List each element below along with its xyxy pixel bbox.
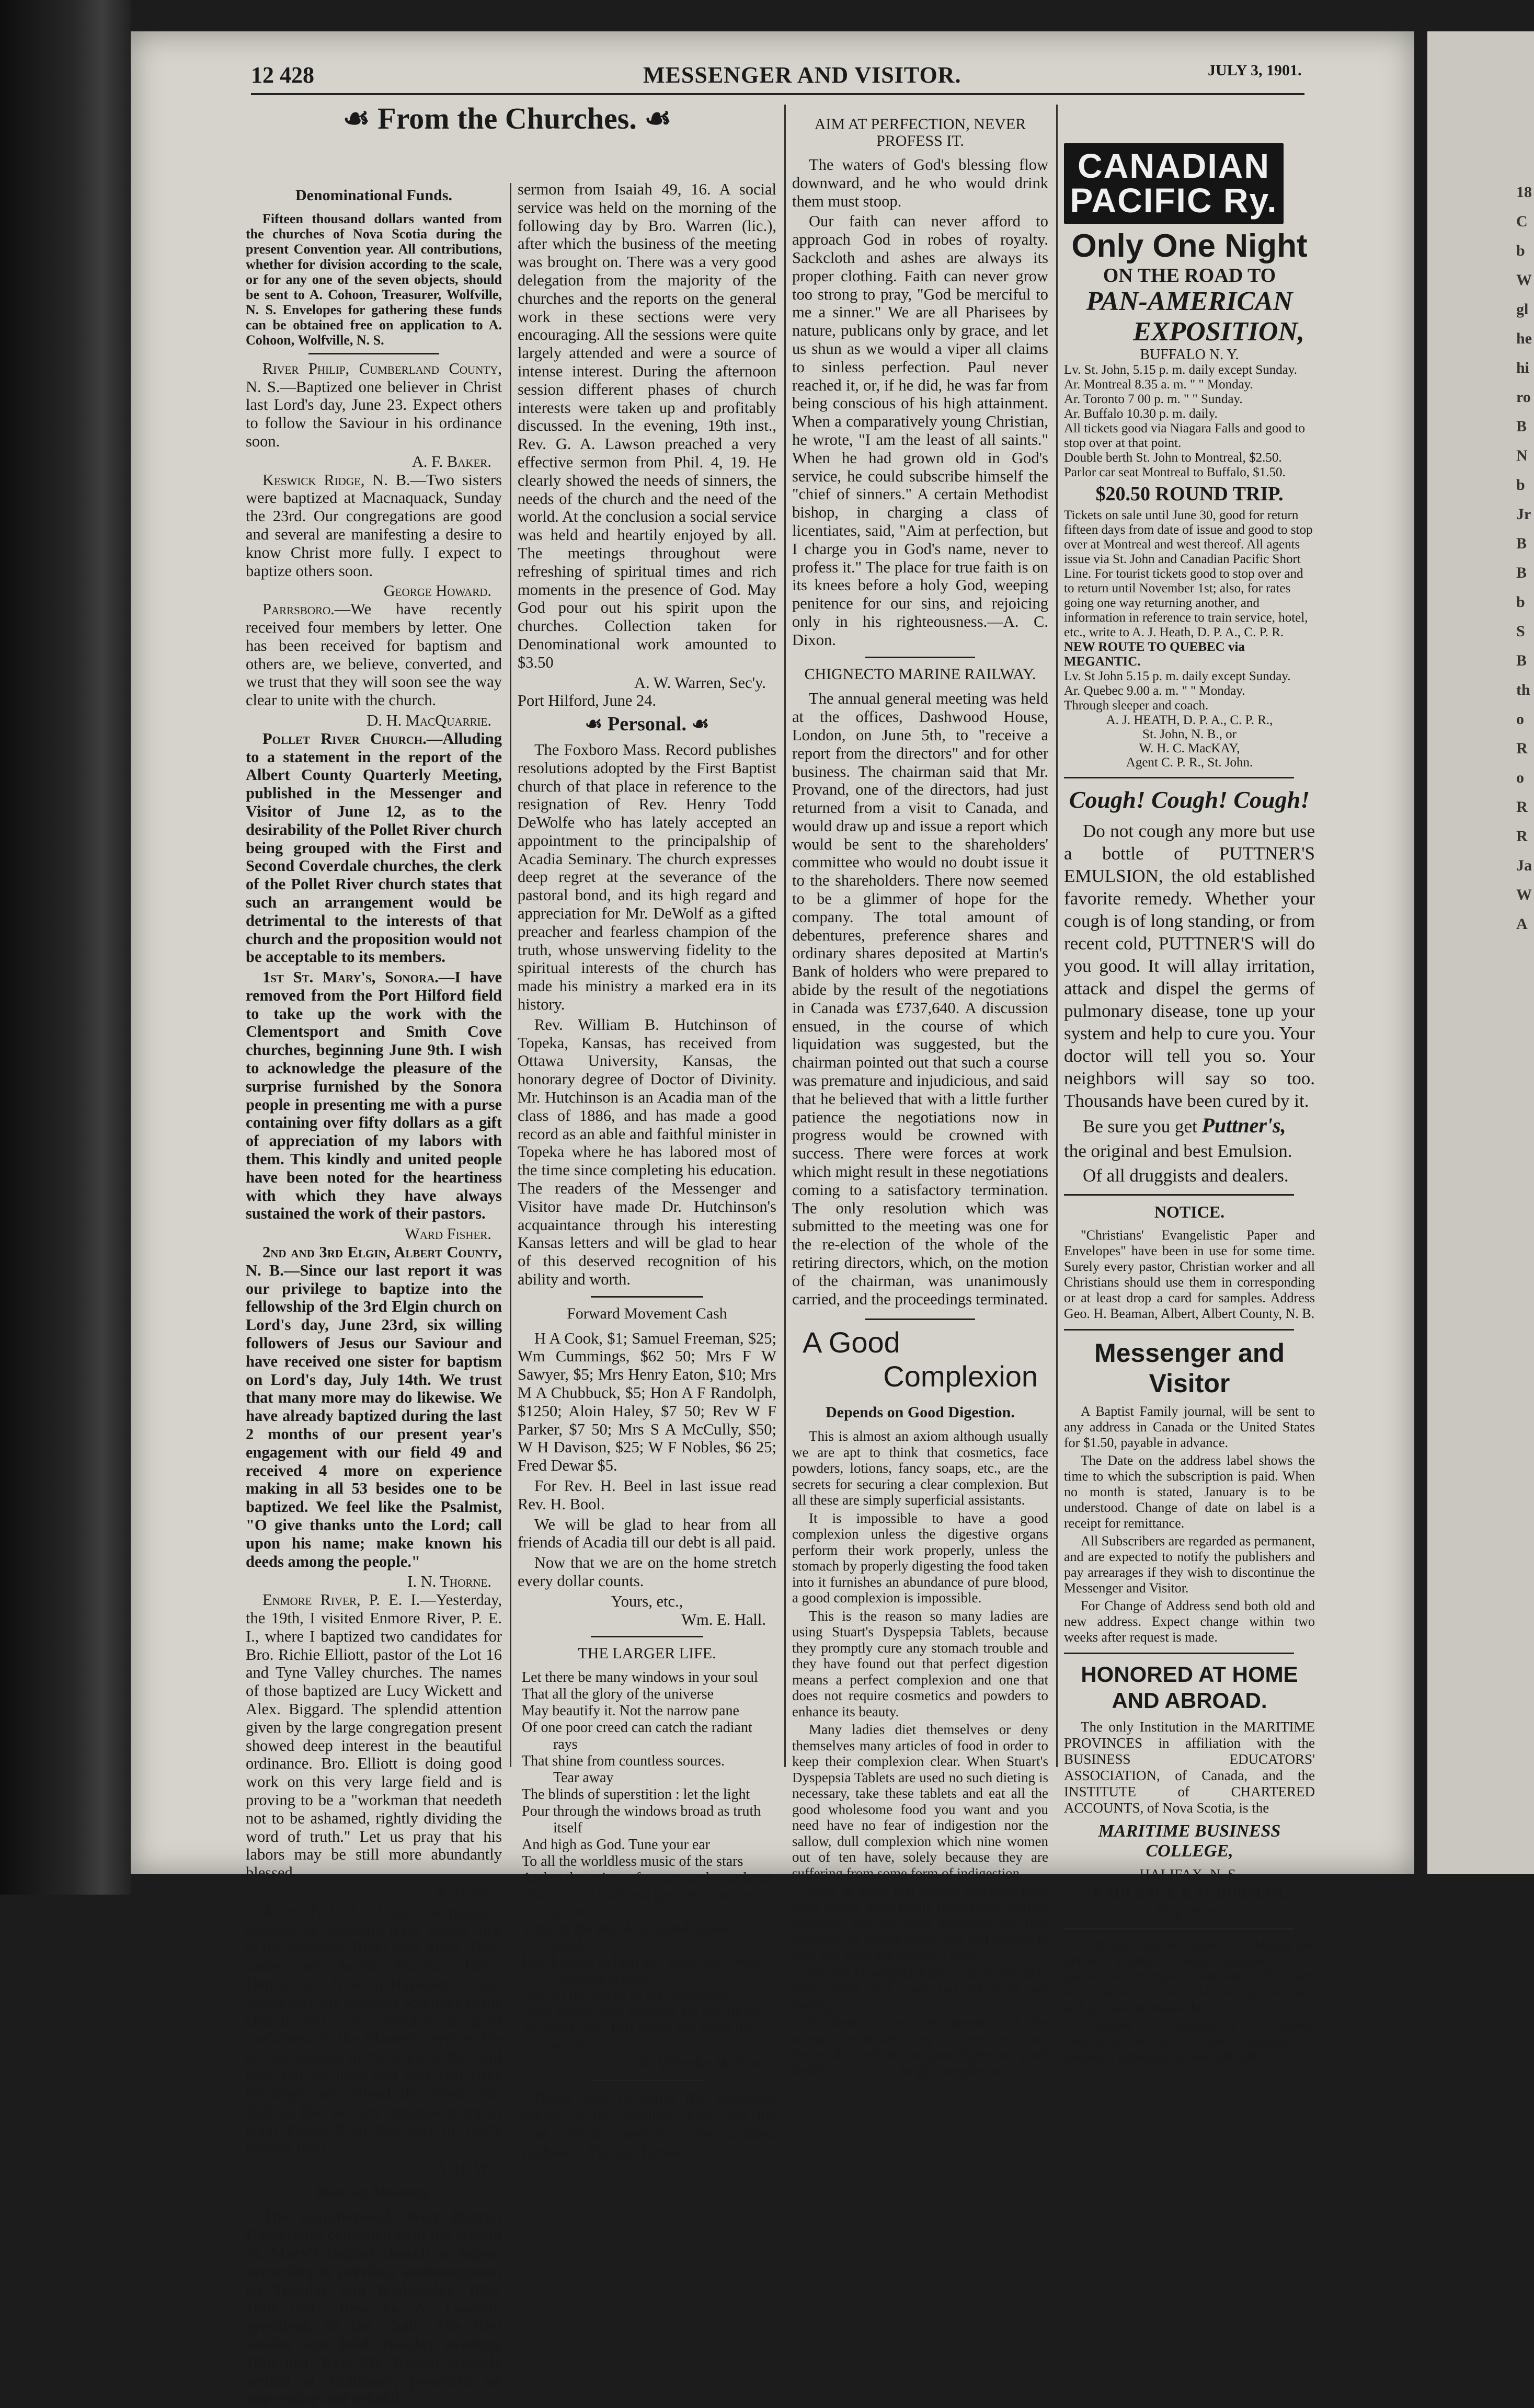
- edge-fragment: hi: [1516, 359, 1530, 376]
- edge-fragment: S: [1516, 623, 1525, 640]
- church-report: [246, 968, 502, 1223]
- church-report: [246, 360, 502, 451]
- complexion-paragraph: If there is any derangement of the stomach or bowels they will remove it and the resultant effects are good digestion, good health, and a clear, bright complexion.: [792, 2015, 1048, 2079]
- notice-title: NOTICE.: [1154, 1202, 1225, 1221]
- edge-fragment: B: [1516, 535, 1527, 552]
- complexion-paragraph: This is the reason so many ladies are using Stuart's Dyspepsia Tablets, because they promptly cure any stomach trouble and they have found out that perfect digestion means a perfect complexion and one that does not require cosmetics and powders to enhance its beauty.: [792, 1608, 1048, 1719]
- cpr-expo-2: EXPOSITION,: [1133, 317, 1304, 347]
- poem-line: crowned heights,: [553, 1970, 654, 1987]
- funds-heading: Denominational Funds.: [295, 187, 453, 204]
- cpr-expo-1: PAN-AMERICAN: [1086, 286, 1293, 316]
- rule: [1064, 1653, 1294, 1654]
- complexion-paragraph: Bear in mind that beauty proceeds from good health, good health results from perfect digestion and we have advanced the best argument to induce every man and woman to give this splendid remedy a trial.: [792, 1883, 1048, 1963]
- short-rule: [308, 353, 439, 354]
- church-report-signature: Ward Fisher.: [404, 1225, 491, 1243]
- cough-ad-sure: Be sure you get Puttner's,: [1083, 1114, 1286, 1137]
- column-4: [1064, 141, 1315, 2065]
- poem-line: Let there be many windows in your soul: [522, 1669, 758, 1686]
- complexion-ad-body: [792, 1428, 1048, 2079]
- ad-line: Double berth St. John to Montreal, $2.50. Parlor car seat Montreal to Buffalo, $1.50.: [1064, 451, 1286, 479]
- poem-title: THE LARGER LIFE.: [578, 1645, 716, 1662]
- mv-paragraph: A Baptist Family journal, will be sent to any address in Canada or the United States for $1.50, payable in advance.: [1064, 1403, 1315, 1450]
- forward-correction: For Rev. H. Beel in last issue read Rev. H. Bool.: [518, 1476, 776, 1513]
- forward-closing: Yours, etc.,: [611, 1592, 683, 1610]
- fleuron-icon: ☙: [342, 101, 370, 135]
- column-2: [518, 180, 776, 2161]
- news-boers: A British column under Col. Munro has defeated a force of Boers, supposed to be a portion of Kritzinger's commando. The Boers were routed from the field, leaving their carts and provisions behind them.: [1064, 1937, 1315, 2015]
- college-name: MARITIME BUSINESS COLLEGE,: [1098, 1821, 1281, 1861]
- short-rule: [865, 1318, 975, 1320]
- poem-line: To all the worldless music of the stars: [522, 1853, 743, 1870]
- edge-fragment: Jr: [1516, 506, 1531, 523]
- poem-line: Of one poor creed can catch the radiant: [522, 1719, 752, 1736]
- mv-paragraph: The Date on the address label shows the time to which the subscription is paid. When no month is stated, January is to be understood. Change of date on label is a receipt for remittance.: [1064, 1452, 1315, 1531]
- poem-line: To thrust aside half truths and grasp the: [522, 2021, 753, 2037]
- edge-fragment: B: [1516, 564, 1527, 581]
- church-place: 2nd and 3rd Elgin, Albert County, N. B.: [246, 1243, 502, 1279]
- fleuron-icon: ☙: [644, 101, 672, 135]
- masthead: MESSENGER AND VISITOR.: [643, 62, 961, 88]
- ad-title-complexion: Complexion: [883, 1360, 1038, 1393]
- poem-line: Shall fortify your strength. Be not afraid: [522, 2004, 758, 2021]
- complexion-paragraph: Stuart's Dyspepsia Tablets can be found in drug stores and costs but 50 cents per package.: [792, 1965, 1048, 2013]
- church-report-signature: A. H. W.: [435, 1884, 491, 1902]
- edge-fragment: o: [1516, 710, 1524, 728]
- church-report-text: —I have removed from the Port Hilford field to take up the work with the Clementsport and Smith Cove churches, beginning June 9th. I wish to acknowledge the pleasure of the surprise furnished by the Sonora people in presenting me with a purse containing over fifty dollars as a gift of appreciation of my labors with them. This kindly and united people have been noted for the heartiness with which they have always sustained the work of their pastors.: [246, 968, 502, 1223]
- edge-fragment: R: [1516, 798, 1528, 816]
- aim-paragraph-2: Our faith can never afford to approach God in robes of royalty. Sackcloth and ashes are always its proper clothing. Faith can never grow too strong to pray, "God be merciful to me a sinner." We are all Pharisees by nature, publicans only by grace, and let us shun as we would a viper all claims to sinless perfection. Paul never reached it, or, if he did, he was far from being conscious of his high attainment. When a comparatively young Christian, he wrote, "I am the least of all saints." When he had grown old in God's service, he could subscribe himself the "chief of sinners." A certain Methodist bishop, in charging a class of licentiates, said, "Aim at perfection, but I charge you in God's name, never to profess it." The place for true faith is on its knees before a holy God, weeping penitence for our sins, and rejoicing only in his righteousness.—A. C. Dixon.: [792, 212, 1048, 649]
- aim-title: AIM AT PERFECTION, NEVER PROFESS IT.: [814, 116, 1026, 150]
- forward-signature: Wm. E. Hall.: [681, 1610, 766, 1629]
- church-report: [246, 1243, 502, 1570]
- church-report-text: —Alluding to a statement in the report of the Albert County Quarterly Meeting, published in the Messenger and Visitor of June 12, as to the desirability of the Pollet River church being grouped with the First and Second Coverdale churches, the clerk of the Pollet River church states that such an arrangement would be detrimental to the interests of that church and the proposition would not be acceptable to its members.: [246, 729, 502, 966]
- edge-fragment: th: [1516, 681, 1530, 698]
- ad-line: St. John, N. B., or: [1142, 727, 1237, 741]
- edge-fragment: b: [1516, 476, 1525, 494]
- complexion-paragraph: This is almost an axiom although usually we are apt to think that cosmetics, face powders, lotions, fancy soaps, etc., are the secrets for securing a clear complexion. But all these are simply superficial assistants.: [792, 1428, 1048, 1508]
- funds-notice: Fifteen thousand dollars wanted from the churches of Nova Scotia during the present Convention year. All contributions, whether for division according to the scale, or for any one of the seven objects, should be sent to A. Cohoon, Treasurer, Wolfville, N. S. Envelopes for gathering these funds can be obtained free on application to A. Cohoon, Wolfville, N. S.: [246, 211, 502, 348]
- short-rule: [591, 1296, 703, 1298]
- aim-paragraph-1: The waters of God's blessing flow downward, and he who would drink them must stoop.: [792, 156, 1048, 210]
- book-binding: [0, 0, 131, 1895]
- rule: [1064, 777, 1294, 778]
- cpr-ad: [1064, 143, 1315, 770]
- poem-line: The blinds of superstition : let the light: [522, 1786, 750, 1803]
- edge-fragment: B: [1516, 652, 1527, 669]
- poem-line: And high as God. Tune your ear: [522, 1837, 711, 1853]
- church-report-signature: I. N. Thorne.: [407, 1573, 491, 1591]
- cpr-quebec-timetable: [1064, 669, 1315, 713]
- complexion-paragraph: Many ladies diet themselves or deny themselves many articles of food in order to keep their complexion clear. When Stuart's Dyspepsia Tablets are used no such dieting is necessary, take these tablets and eat all the good wholesome food you want and you need have no fear of indigestion nor the sallow, dull complexion which nine women out of ten have, solely because they are suffering from some form of indigestion.: [792, 1722, 1048, 1881]
- mv-paragraph: All Subscribers are regarded as permanent, and are expected to notify the publishers and pay arrearages if they wish to discontinue the Messenger and Visitor.: [1064, 1533, 1315, 1596]
- cpr-road: ON THE ROAD TO: [1103, 265, 1276, 286]
- edge-fragment: N: [1516, 447, 1528, 464]
- church-items: [246, 360, 502, 2177]
- ad-line: Ar. Quebec 9.00 a. m. " " Monday.: [1064, 684, 1245, 698]
- church-report-signature: A. H. W.: [435, 2159, 491, 2177]
- rule: [1064, 1329, 1294, 1331]
- forward-movement-heading: Forward Movement Cash: [567, 1304, 727, 1322]
- personal-paragraph-1: The Foxboro Mass. Record publishes resolutions adopted by the First Baptist church of that place in reference to the resignation of Rev. Henry Todd DeWolfe who has lately accepted an appointment to the principalship of Acadia Seminary. The church expresses deep regret at the severance of the pastoral bond, and its high regard and appreciation for Mr. DeWolf as a gifted preacher and fearless champion of the truth, whose unswerving fidelity to the spiritual interests of the church has made his ministry a marked era in its history.: [518, 740, 776, 1014]
- short-rule: [865, 657, 975, 658]
- ad-line: W. H. C. MacKAY,: [1139, 741, 1240, 755]
- cpr-city: BUFFALO N. Y.: [1140, 347, 1239, 363]
- poem-line: Shall turn to truth and goodness, as the: [522, 1887, 750, 1904]
- header-rule: [251, 93, 1304, 95]
- personal-title: ☙ Personal. ☙: [585, 713, 709, 736]
- ad-line: Ar. Buffalo 10.30 p. m. daily.: [1064, 407, 1218, 421]
- church-report: [246, 600, 502, 709]
- college-proprietors: KAULBACK & SCHURMAN,: [1092, 1885, 1287, 1901]
- church-report-text: —Baptized one believer in Christ last Lord's day, June 23. Expect others to follow the Saviour in his ordinance soon.: [246, 377, 502, 450]
- cough-ad: [1064, 820, 1315, 1187]
- district-meeting-text: The Guysborough West District Conference convened with the second St. Mary's Baptist church at Aspen, according to previous announcement on Tuesday and Wednesday, 18th, 19th inst., Rev. G. A. Lawson, president, in the chair. The first session was held Tuesday evening, 18th inst. Rev. Mr. Brown recently settled at Goldboro, preached an impressive and helpful: [246, 2208, 502, 2408]
- cpr-fare: $20.50 ROUND TRIP.: [1095, 483, 1284, 505]
- closing-quote: Never fear to bring the sublimest motive to the smallest duty, and the most infinite comfort to the smallest troubles.—Phillips Brooks.: [518, 2088, 776, 2161]
- poem-line: And to the voices of nature, and your heart: [522, 1870, 773, 1887]
- poem-line: hands: [553, 1937, 588, 1954]
- chignecto-text: The annual general meeting was held at the offices, Dashwood House, London, on June 5th, to "receive a report from the directors" and for other business. The chairman said that Mr. Provand, one of the directors, had just returned from a visit to Canada, and would draw up and issue a report which would be sent to the shareholders' committee who would no doubt issue it to the shareholders. There now seemed to be a glimmer of hope for the company. The total amount of debentures, preference shares and ordinary shares deposited at Martin's Bank of holders who were prepared to abide by the result of the negotiations in Canada was £737,640. A discussion ensued, in the course of which liquidation was suggested, but the chairman pointed out that such a course was premature and injudicious, and said that he believed that with a little further patience the negotiations now in progress would be crowned with success. There were forces at work which might result in these negotiations coming to a satisfactory termination. The only resolution which was submitted to the meeting was one for the re-election of the whole of the retiring directors, which, on the motion of the chairman, was unanimously carried, and the proceedings terminated.: [792, 690, 1048, 1308]
- church-place: 1st St. Mary's, Sonora.: [262, 968, 439, 987]
- honored-title: HONORED AT HOME AND ABROAD.: [1081, 1661, 1298, 1713]
- cpr-timetable: [1064, 363, 1315, 480]
- short-rule: [591, 2080, 703, 2081]
- cpr-agents: [1064, 713, 1315, 770]
- forward-appeal: We will be glad to hear from all friends of Acadia till our debt is all paid.: [518, 1515, 776, 1552]
- poem-line: And all the forces of the firmament: [522, 1987, 728, 2004]
- churches-title-block: [246, 101, 769, 162]
- short-rule: [591, 1636, 703, 1637]
- church-report: [246, 471, 502, 580]
- edge-fragment: W: [1516, 886, 1532, 903]
- messenger-visitor-title: Messenger and Visitor: [1094, 1338, 1285, 1398]
- poem-line: Reach down to help you from their peace-: [522, 1954, 769, 1970]
- ad-line: Lv. St. John, 5.15 p. m. daily except Sunday.: [1064, 363, 1298, 377]
- edge-fragment: R: [1516, 828, 1528, 845]
- ad-line: Lv. St John 5.15 p. m. daily except Sunday.: [1064, 669, 1291, 683]
- poem-line: That all the glory of the universe: [522, 1686, 714, 1703]
- edge-fragment: ro: [1516, 388, 1531, 406]
- church-place: Alma, P. E. I.: [262, 1902, 361, 1920]
- poem-author: —R. Wheeler Wilcox.: [623, 2054, 766, 2072]
- section-title-from-the-churches: ☙ From the Churches. ☙: [342, 101, 672, 135]
- adjacent-page-text: [1516, 178, 1534, 939]
- honored-text: The only Institution in the MARITIME PROVINCES in affiliation with the BUSINESS EDUCATORS' ASSOCIATION, of Canada, and the INSTITUTE of CHARTERED ACCOUNTS, of Nova Scotia, is the: [1064, 1718, 1315, 1816]
- district-meeting-heading: District Meeting.: [317, 2183, 431, 2201]
- poem-line: rays: [553, 1736, 578, 1753]
- edge-fragment: b: [1516, 242, 1525, 259]
- church-report: [246, 730, 502, 966]
- poem-line: Pour through the windows broad as truth: [522, 1803, 761, 1820]
- church-place: Pollet River Church.: [262, 729, 427, 748]
- church-report-text: —Two sisters were baptized at Macnaquack, Sunday the 23rd. Our congregations are good and several are manifesting a desire to know Christ more fully. I expect to baptize others soon.: [246, 471, 502, 580]
- poem-line: plant: [553, 1904, 582, 1920]
- church-report: [246, 1591, 502, 1882]
- cpr-details: Tickets on sale until June 30, good for return fifteen days from date of issue and good to stop over at Montreal and west thereof. All agents issue via St. John and Canadian Pacific Short Line. For tourist tickets good to stop over and to return until November 1st; also, for rates going one way returning another, and information in reference to train service, hotel, etc., write to A. J. Heath, D. P. A., C. P. R.: [1064, 508, 1313, 639]
- column-3: [792, 110, 1048, 2079]
- column-divider-2: [784, 105, 786, 1767]
- cpr-headline: Only One Night: [1071, 228, 1308, 264]
- fleuron-icon: ☙: [691, 713, 709, 736]
- college-city: HALIFAX, N. S.: [1139, 1866, 1240, 1883]
- church-place: Enmore River, P. E. I.: [262, 1591, 420, 1609]
- edge-fragment: A: [1516, 915, 1528, 933]
- ad-line: Ar. Toronto 7 00 p. m. " " Sunday.: [1064, 392, 1243, 406]
- church-place: Keswick Ridge, N. B.: [262, 471, 410, 489]
- chignecto-title: CHIGNECTO MARINE RAILWAY.: [804, 665, 1036, 683]
- church-report-text: —I had the pleasure recently of baptizing three young men in the Montrose River near Alma. Their names are Archie Dunbar, James Dunbar and Newton Haywood. These young men are valuable additions to the church and give promise of great usefulness in the Master's service. We are encouraged in the work of the Lord here and we hope and pray that large blessings may attend the efforts put forth so that we may continue to report good things from this part of God's harvest field.: [246, 1902, 502, 2157]
- poem-line: whole.: [553, 2037, 593, 2054]
- edge-fragment: he: [1516, 330, 1532, 347]
- mv-paragraph: For Change of Address send both old and new address. Expect change within two weeks after request is made.: [1064, 1598, 1315, 1645]
- personal-paragraph-2: Rev. William B. Hutchinson of Topeka, Kansas, has received from Ottawa University, Kansas, the honorary degree of Doctor of Divinity. Mr. Hutchinson is an Acadia man of the class of 1886, and has made a good record as an able and faithful minister in Topeka where he has labored most of the time since completing his education. The readers of the Messenger and Visitor have made Dr. Hutchinson's acquaintance through his interesting Kansas letters and will be glad to hear of this deserved recognition of his ability and worth.: [518, 1015, 776, 1289]
- district-signature: A. W. Warren, Sec'y.: [634, 673, 766, 692]
- column-1: [246, 180, 502, 2408]
- church-report-text: —Yesterday, the 19th, I visited Enmore River, P. E. I., where I baptized two candidates for Bro. Richie Elliott, pastor of the Lot 16 and Tyne Valley churches. The names of those baptized are Lucy Wickett and Alex. Biggard. The splendid attention given by the large congregation present showed deep interest in the beautiful ordinance. Bro. Elliott is doing good work on this very large field and is proving to be a "workman that needeth not to be ashamed, rightly dividing the word of truth." Let us pray that his labors may be still more abundantly blessed.: [246, 1591, 502, 1882]
- ad-line: Ar. Montreal 8.35 a. m. " " Monday.: [1064, 377, 1253, 392]
- college-proprietors-label: Proprietors.: [1155, 1903, 1224, 1920]
- complexion-paragraph: It is impossible to have a good complexion unless the digestive organs perform their work properly, unless the stomach by properly digesting the food taken into it furnishes an abundance of pure blood, a good complexion is impossible.: [792, 1510, 1048, 1606]
- church-report: [246, 1902, 502, 2157]
- church-report-text: —Since our last report it was our privilege to baptize into the fellowship of the 3rd Elgin church on Lord's day, June 23rd, six willing followers of Jesus our Saviour and have received one sister for baptism on Lord's day, July 14th. We trust that many more may do likewise. We have already baptized during the last 2 months of our present year's engagement with our field 49 and received 4 more on experience making in all 53 besides one to be baptized. We feel like the Psalmist, "O give thanks unto the Lord; call upon his name; make known his deeds among the people.": [246, 1261, 502, 1570]
- church-report-signature: D. H. MacQuarrie.: [367, 711, 491, 729]
- column-divider-1: [510, 183, 511, 1767]
- poem-line: Turns to the sun. A thousand unseen: [522, 1920, 734, 1937]
- poem-line: That shine from countless sources.: [522, 1753, 725, 1770]
- cpr-quebec-route: NEW ROUTE TO QUEBEC via MEGANTIC.: [1064, 640, 1245, 669]
- poem-line: Tear away: [553, 1770, 614, 1786]
- edge-fragment: Ja: [1516, 857, 1532, 874]
- cough-ad-druggists: Of all druggists and dealers.: [1083, 1165, 1289, 1186]
- church-place: River Philip, Cumberland County, N. S.: [246, 359, 502, 396]
- rule: [1064, 1928, 1294, 1930]
- edge-fragment: gl: [1516, 301, 1529, 318]
- edge-fragment: R: [1516, 740, 1528, 757]
- forward-movement-list: H A Cook, $1; Samuel Freeman, $25; Wm Cummings, $62 50; Mrs F W Sawyer, $5; Mrs Henry Eaton, $10; Mrs M A Chubbuck, $5; Hon A F Randolph, $1250; Aloin Haley, $7 50; Rev W F Parker, $7 50; Mrs S A McCully, $50; W H Davison, $25; W F Nobles, $6 25; Fred Dewar $5.: [518, 1329, 776, 1475]
- rule: [1064, 1194, 1294, 1196]
- ad-line: All tickets good via Niagara Falls and good to stop over at that point.: [1064, 421, 1306, 450]
- edge-fragment: 18: [1516, 184, 1532, 201]
- cpr-logo: CANADIAN PACIFIC Ry.: [1064, 143, 1284, 224]
- cough-ad-text: Do not cough any more but use a bottle of PUTTNER'S EMULSION, the old established favorite remedy. Whether your cough is of long standing, or from recent cold, PUTTNER'S will do you good. It will allay irritation, attack and dispel the germs of pulmonary disease, tone up your system and help to cure you. Your doctor will tell you so. Your neighbors will say so too. Thousands have been cured by it.: [1064, 821, 1315, 1111]
- poem-line: May beautify it. Not the narrow pane: [522, 1703, 739, 1719]
- forward-home-stretch: Now that we are on the home stretch every dollar counts.: [518, 1554, 776, 1590]
- edge-fragment: o: [1516, 769, 1524, 786]
- poem-line: itself: [553, 1820, 582, 1837]
- edge-fragment: W: [1516, 271, 1532, 289]
- church-report-signature: A. F. Baker.: [411, 452, 491, 471]
- cough-ad-original: the original and best Emulsion.: [1064, 1141, 1292, 1161]
- church-report-signature: George Howard.: [383, 582, 491, 600]
- district-meeting-continued: sermon from Isaiah 49, 16. A social service was held on the morning of the following day by Bro. Warren (lic.), after which the business of the meeting was brought on. There was a very good delegation from the majority of the churches and the reports on the general work in these sections were very encouraging. All the sessions were quite largely attended and were a source of intense interest. During the afternoon session different phases of church interests were taken up and profitably discussed. In the evening, 19th inst., Rev. G. A. Lawson preached a very effective sermon from Phil. 4, 19. He clearly showed the needs of sinners, the needs of the church and the need of the world. At the conclusion a social service was held and heartily enjoyed by all. The meetings throughout were refreshing of spiritual times and rich moments in the presence of God. May God pour out his spirit upon the churches. Collection taken for Denominational work amounted to $3.50: [518, 180, 776, 671]
- fleuron-icon: ☙: [585, 713, 603, 736]
- poem-body: [518, 1669, 776, 2054]
- church-place: Parrsboro.: [262, 600, 335, 618]
- edge-fragment: B: [1516, 418, 1527, 435]
- messenger-visitor-terms: [1064, 1404, 1315, 1645]
- edge-fragment: C: [1516, 213, 1528, 230]
- notice-text: "Christians' Evangelistic Paper and Envelopes" have been in use for some time. Surely every pastor, Christian worker and all Christians should use them in corresponding or at least drop a card for samples. Address Geo. H. Beaman, Albert, Albert County, N. B.: [1064, 1227, 1315, 1321]
- district-dateline: Port Hilford, June 24.: [518, 692, 657, 710]
- cough-ad-title: Cough! Cough! Cough!: [1069, 786, 1310, 813]
- news-lumber: Valemore E. Traversey, & Co., lumber merchants, Montreal, have assigned on demand ; liabilities exceed $30,000.: [1064, 2017, 1315, 2065]
- ad-line: Agent C. P. R., St. John.: [1126, 755, 1253, 770]
- issue-date: JULY 3, 1901.: [1208, 62, 1302, 79]
- ad-title-a-good: A Good: [803, 1326, 900, 1359]
- page-number: 12 428: [251, 62, 314, 88]
- church-report-text: —We have recently received four members by letter. One has been received for baptism and others are, we believe, converted, and we trust that they will soon see the way clear to unite with the church.: [246, 600, 502, 709]
- edge-fragment: b: [1516, 593, 1525, 611]
- ad-subtitle: Depends on Good Digestion.: [826, 1404, 1015, 1421]
- column-divider-3: [1056, 105, 1058, 1767]
- ad-line: Through sleeper and coach.: [1064, 698, 1209, 713]
- ad-line: A. J. HEATH, D. P. A., C. P. R.,: [1106, 713, 1273, 727]
